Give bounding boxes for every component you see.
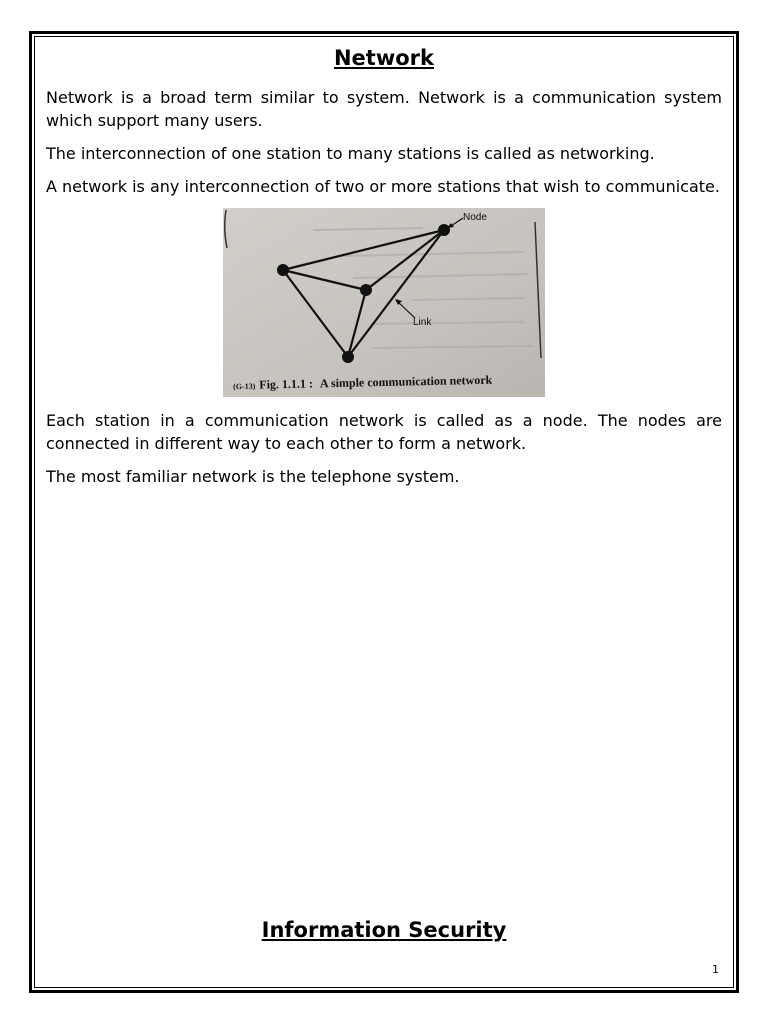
caption-text: A simple communication network: [319, 372, 493, 391]
node-top-right: [438, 224, 450, 236]
node-label: Node: [463, 212, 487, 223]
node-bottom: [342, 351, 354, 363]
page-title: Network: [333, 46, 434, 70]
page-number: 1: [712, 963, 719, 976]
node-left: [277, 264, 289, 276]
link-label: Link: [413, 317, 432, 328]
photo-background: [223, 208, 545, 397]
paragraph-3: A network is any interconnection of two or more stations that wish to communicate.: [46, 177, 720, 196]
page-content: [46, 44, 722, 498]
paragraph-2: The interconnection of one station to many stations is called as networking.: [46, 144, 655, 163]
paragraph-1: Network is a broad term similar to system. Network is a communication system which support many users.: [46, 88, 722, 130]
paragraph-4: Each station in a communication network is called as a node. The nodes are connected in different way to each other to form a network.: [46, 411, 722, 453]
caption-fig: Fig. 1.1.1 :: [259, 376, 314, 392]
network-diagram: [223, 208, 545, 397]
node-center: [360, 284, 372, 296]
paragraph-5: The most familiar network is the telephone system.: [46, 467, 460, 486]
network-figure: [223, 208, 545, 397]
footer-title: Information Security: [261, 918, 507, 942]
caption-prefix: (G-13): [233, 381, 256, 392]
